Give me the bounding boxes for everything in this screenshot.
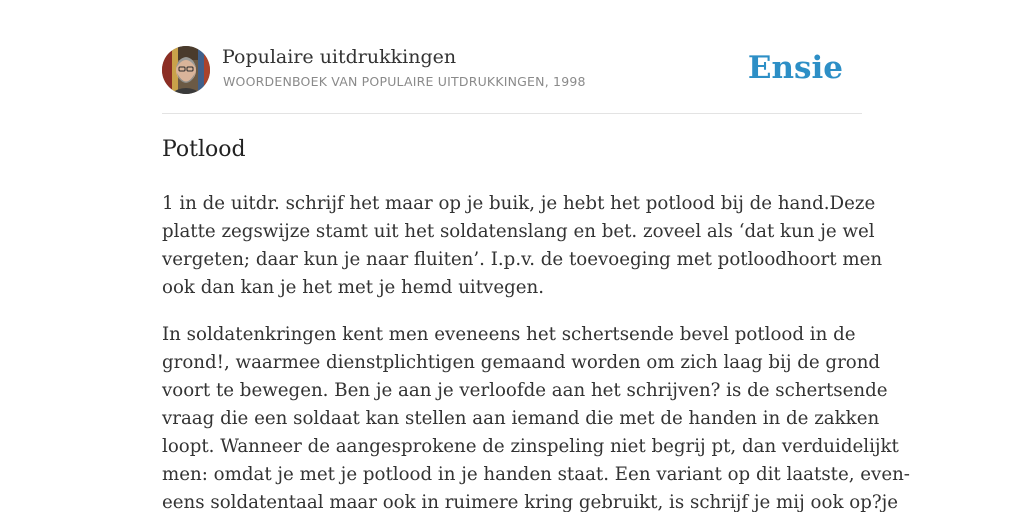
text-line: grond!, waarmee dienstplichtigen gemaand worden om zich laag bij de grond — [162, 352, 881, 373]
text-line: voort te bewegen. Ben je aan je verloofde aan het schrijven? is de schertsende — [162, 380, 888, 401]
paragraph — [162, 190, 883, 302]
text-line: ook dan kan je het met je hemd uitvegen. — [162, 277, 544, 298]
header-divider — [162, 113, 862, 114]
text-line: vergeten; daar kun je naar fluiten’. I.p.v. de toevoeging met potloodhoort men — [162, 249, 883, 270]
author-avatar[interactable] — [162, 46, 210, 94]
text-line: In soldatenkringen kent men eveneens het schertsende bevel potlood in de — [162, 324, 856, 345]
brand-logo[interactable]: Ensie — [747, 50, 843, 86]
text-line: platte zegswijze stamt uit het soldatenslang en bet. zoveel als ‘dat kun je wel — [162, 221, 875, 242]
text-line: eens soldatentaal maar ook in ruimere kring gebruikt, is schrijf je mij ook op?je — [162, 492, 898, 512]
article-body — [162, 190, 910, 512]
source-header — [162, 46, 862, 98]
text-line: loopt. Wanneer de aangesprokene de zinspeling niet begrij pt, dan verduidelijkt — [162, 436, 899, 457]
source-name[interactable]: Populaire uitdrukkingen — [222, 46, 457, 68]
text-line: 1 in de uitdr. schrijf het maar op je buik, je hebt het potlood bij de hand.Deze — [162, 193, 876, 214]
text-line: men: omdat je met je potlood in je handen staat. Een variant op dit laatste, even- — [162, 464, 910, 485]
author-portrait-icon — [162, 46, 210, 94]
text-line: vraag die een soldaat kan stellen aan iemand die met de handen in de zakken — [162, 408, 880, 429]
source-subtitle: WOORDENBOEK VAN POPULAIRE UITDRUKKINGEN, 1998 — [223, 74, 586, 89]
paragraph — [162, 321, 910, 512]
article-title: Potlood — [162, 137, 246, 162]
